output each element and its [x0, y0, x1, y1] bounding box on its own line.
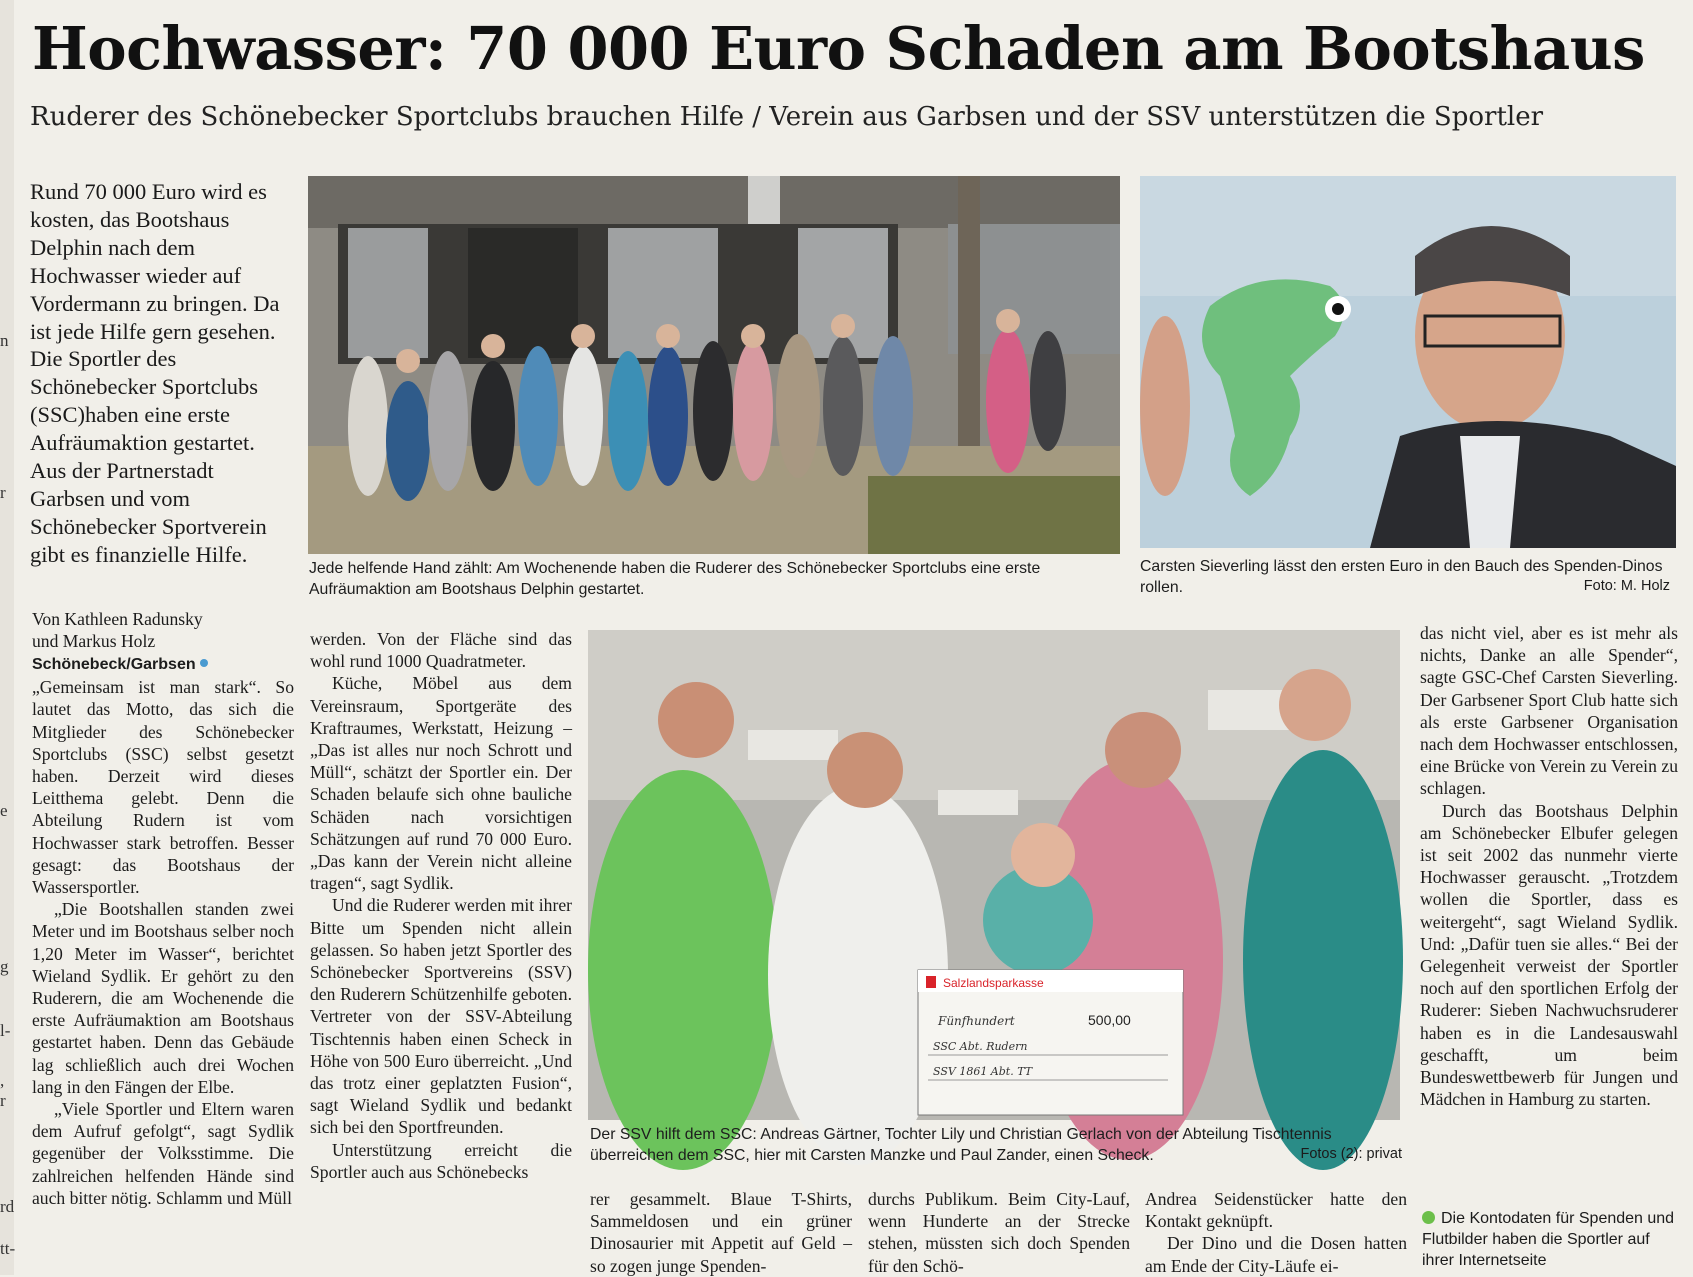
group-photo-image — [308, 176, 1120, 554]
column-3 — [590, 1188, 852, 1277]
col3-para-1: rer gesammelt. Blaue T-Shirts, Sammeldosen und ein grüner Dinosaurier mit Appetit auf Geld – so zogen junge Spenden- — [590, 1189, 852, 1276]
edge-fragment: tt- — [0, 1239, 16, 1258]
column-2 — [310, 628, 572, 1183]
check-photo-caption: Der SSV hilft dem SSC: Andreas Gärtner, Tochter Lily und Christian Gerlach von der Abteilung Tischtennis überreichen dem SSC, hier mit Carsten Manzke und Paul Zander, einen Scheck. — [590, 1126, 1332, 1164]
portrait-photo — [1140, 176, 1676, 548]
check-sender-text: SSV 1861 Abt. TT — [933, 1065, 1033, 1078]
col1-para-3: „Viele Sportler und Eltern waren dem Aufruf gefolgt“, sagt Sydlik gegenüber der Volksstimme. Die zahlreichen helfenden Hände sind auch bitter nötig. Schlamm und Müll — [32, 1099, 294, 1208]
edge-fragment: r — [0, 483, 6, 502]
info-box-text: Die Kontodaten für Spenden und Flutbilder haben die Sportler auf ihrer Internetseite — [1422, 1210, 1675, 1269]
check-amount-words-text: Fünfhundert — [938, 1014, 1015, 1028]
column-1 — [32, 652, 294, 1209]
lead-text: Rund 70 000 Euro wird es kosten, das Bootshaus Delphin nach dem Hochwasser wieder auf Vordermann zu bringen. Da ist jede Hilfe gern gesehen. Die Sportler des Schönebecker Sportclubs (SSC)haben eine erste Aufräumaktion gestartet. Aus der Partnerstadt Garbsen und vom Schönebecker Sportverein gibt es finanzielle Hilfe. — [30, 179, 280, 567]
check-handover-photo — [588, 630, 1400, 1120]
bank-name-text: Salzlandsparkasse — [943, 976, 1044, 990]
check-amount-text: 500,00 — [1088, 1012, 1131, 1028]
edge-fragment: , — [0, 1071, 5, 1090]
edge-fragment: g — [0, 957, 9, 976]
byline — [32, 608, 294, 652]
article-subheadline: Ruderer des Schönebecker Sportclubs brauchen Hilfe / Verein aus Garbsen und der SSV unterstützen die Sportler — [30, 102, 1544, 132]
col6-para-2: Durch das Bootshaus Delphin am Schönebecker Elbufer gelegen ist seit 2002 das nunmehr vierte Hochwasser gerauscht. „Trotzdem wollen die Sportler, dass es weitergeht“, sagt Wieland Sydlik. Und: „Dafür tuen sie alles.“ Bei der Gelegenheit verweist der Sportler noch auf den sportlichen Erfolg der Ruderer: Sieben Nachwuchsruderer haben es in die Landesauswahl geschafft, um beim Bundeswettbewerb für Jungen und Mädchen in Hamburg zu starten. — [1420, 800, 1678, 1110]
edge-fragment: n — [0, 331, 9, 350]
portrait-photo-image — [1140, 176, 1676, 548]
info-box — [1422, 1208, 1678, 1271]
col1-para-1 — [32, 652, 294, 898]
col1-para-1-text: „Gemeinsam ist man stark“. So lautet das Motto, das sich die Mitglieder des Schönebecker Sportclubs (SSC) selbst gesetzt haben. Derzeit wird dieses Leitthema gelebt. Denn die Abteilung Rudern ist vom Hochwasser stark betroffen. Besser gesagt: das Bootshaus der Wassersportler. — [32, 677, 294, 898]
col6-para-1: das nicht viel, aber es ist mehr als nichts, Danke an alle Spender“, sagte GSC-Chef Carsten Sieverling. Der Garbsener Sport Club hatte sich als erste Garbsener Organisation nach dem Hochwasser entschlossen, eine Brücke von Verein zu Verein zu schlagen. — [1420, 623, 1678, 799]
edge-fragment: rd — [0, 1197, 15, 1216]
col2-para-1: werden. Von der Fläche sind das wohl rund 1000 Quadratmeter. — [310, 629, 572, 672]
col2-para-2: Küche, Möbel aus dem Vereinsraum, Sportgeräte des Kraftraumes, Werkstatt, Heizung – „Das ist alles nur noch Schrott und Müll“, schätzt der Sportler ein. Der Schaden belaufe sich ohne bauliche Schäden nach vorsichtigen Schätzungen auf rund 70 000 Euro. „Das kann der Verein nicht alleine tragen“, sagt Sydlik. — [310, 673, 572, 894]
author-line-1: Von Kathleen Radunsky — [32, 609, 203, 629]
check-photo-credit: Fotos (2): privat — [1300, 1146, 1402, 1162]
col1-para-2: „Die Bootshallen standen zwei Meter und im Bootshaus selber noch 1,20 Meter im Wasser“, berichtet Wieland Sydlik. Er gehört zu den Ruderern, die am Wochenende die erste Aufräumaktion am Bootshaus gestartet haben. Denn das Gebäude lag schließlich auch drei Wochen lang in den Fängen der Elbe. — [32, 899, 294, 1097]
col5-para-1: Andrea Seidenstücker hatte den Kontakt geknüpft. — [1145, 1189, 1407, 1232]
check-recipient-text: SSC Abt. Rudern — [933, 1040, 1028, 1053]
edge-fragment: r — [0, 1091, 6, 1110]
column-5 — [1145, 1188, 1407, 1277]
dateline: Schönebeck/Garbsen — [32, 656, 196, 673]
article-lead — [30, 178, 292, 569]
col5-para-2: Der Dino und die Dosen hatten am Ende der City-Läufe ei- — [1145, 1233, 1407, 1276]
edge-fragment: e — [0, 801, 8, 820]
column-4 — [868, 1188, 1130, 1277]
portrait-photo-caption: Carsten Sieverling lässt den ersten Euro in den Bauch des Spenden-Dinos rollen. — [1140, 558, 1663, 596]
col2-para-4: Unterstützung erreicht die Sportler auch aus Schönebecks — [310, 1139, 572, 1182]
group-photo — [308, 176, 1120, 554]
dateline-dot-icon — [200, 659, 208, 667]
info-dot-icon — [1422, 1211, 1435, 1224]
col2-para-3: Und die Ruderer werden mit ihrer Bitte um Spenden nicht allein gelassen. So haben jetzt Sportler des Schönebecker Sportvereins (SSV) den Ruderern Schützenhilfe geboten. Vertreter von der SSV-Abteilung Tischtennis haben einen Scheck in Höhe von 500 Euro überreicht. „Und das trotz einer geplatzten Fusion“, sagt Wieland Sydlik und bedankt sich bei den Sportfreunden. — [310, 895, 572, 1138]
edge-fragment: l- — [0, 1021, 11, 1040]
col4-para-1: durchs Publikum. Beim City-Lauf, wenn Hunderte an der Strecke stehen, müssten sich doch Spenden für den Schö- — [868, 1189, 1130, 1276]
author-line-2: und Markus Holz — [32, 631, 156, 651]
check-handover-image — [588, 630, 1400, 1120]
article-headline: Hochwasser: 70 000 Euro Schaden am Bootshaus — [32, 14, 1645, 83]
column-6 — [1420, 622, 1678, 1110]
portrait-photo-credit: Foto: M. Holz — [1583, 578, 1670, 594]
group-photo-caption: Jede helfende Hand zählt: Am Wochenende haben die Ruderer des Schönebecker Sportclubs eine erste Aufräumaktion am Bootshaus Delphin gestartet. — [309, 560, 1041, 598]
